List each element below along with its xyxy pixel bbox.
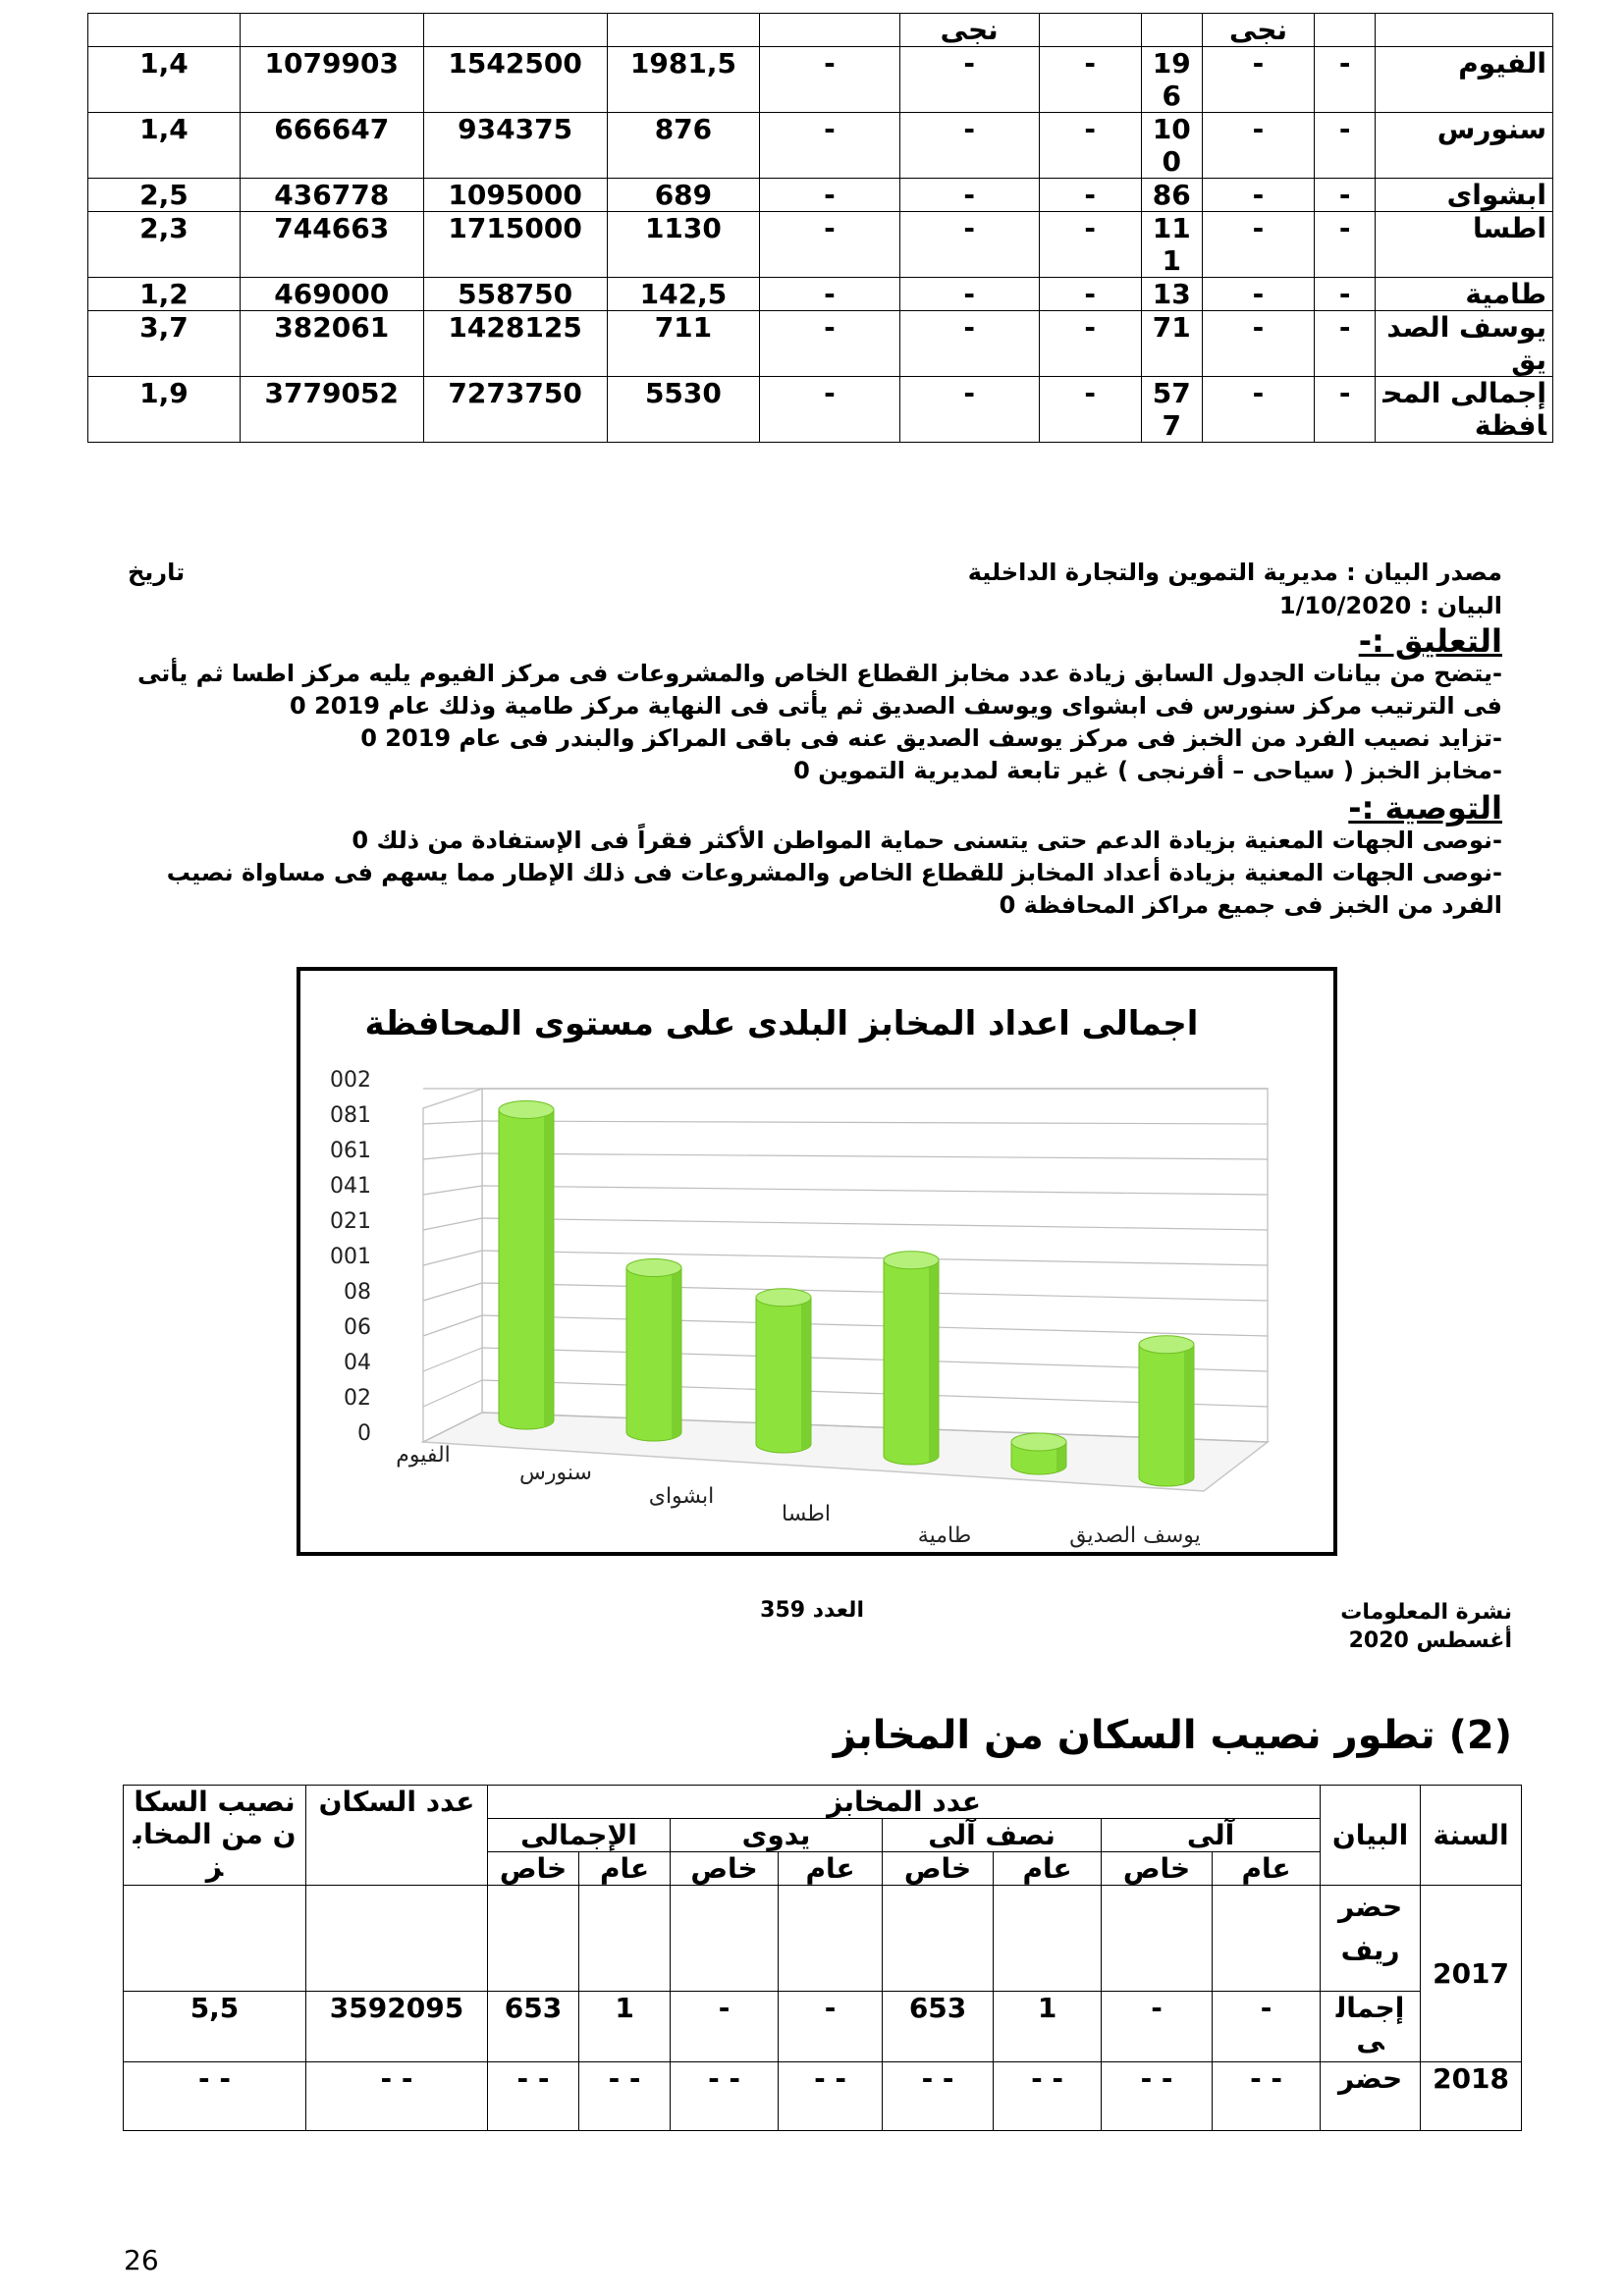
data-cell: - xyxy=(760,113,899,179)
data-cell: - xyxy=(1315,311,1376,377)
empty-cell xyxy=(1102,1886,1213,1992)
y-tick-label: 021 xyxy=(330,1209,371,1234)
data-cell: - xyxy=(1039,212,1141,278)
data-cell: 436778 xyxy=(240,179,423,212)
data-cell: 382061 xyxy=(240,311,423,377)
header-cell xyxy=(1376,14,1553,47)
y-tick-label: 081 xyxy=(330,1103,371,1128)
recommendation-paragraph: -نوصى الجهات المعنية بزيادة أعداد المخابز للقطاع الخاص والمشروعات فى ذلك الإطار مما يسهم فى مساواة نصيب الفرد من الخبز فى جميع مراكز المحافظة 0 xyxy=(166,859,1502,919)
source-date-label: تاريخ xyxy=(128,559,186,586)
data-cell: - xyxy=(1039,311,1141,377)
bakeries-chart-svg xyxy=(300,971,1333,1552)
data-cell: - xyxy=(1315,278,1376,311)
data-cell: - xyxy=(899,113,1039,179)
data-cell: 13 xyxy=(1141,278,1202,311)
header-cell xyxy=(1141,14,1202,47)
data-cell: 653 xyxy=(883,1992,994,2062)
data-cell: - xyxy=(1039,113,1141,179)
source-line: مصدر البيان : مديرية التموين والتجارة الداخلية xyxy=(967,559,1502,586)
bakeries-chart xyxy=(297,967,1337,1556)
table-row xyxy=(124,1992,1522,2062)
data-cell: 577 xyxy=(1141,377,1202,443)
data-cell: - xyxy=(1315,113,1376,179)
bulletin-month: أغسطس 2020 xyxy=(1348,1629,1512,1653)
table-row xyxy=(88,179,1553,212)
issue-number: العدد 359 xyxy=(760,1598,864,1623)
header-cell xyxy=(88,14,241,47)
center-name-cell: ابشواى xyxy=(1376,179,1553,212)
header-cell xyxy=(1315,14,1376,47)
y-tick-label: 06 xyxy=(344,1315,371,1340)
data-cell: - xyxy=(899,278,1039,311)
table-header-row xyxy=(88,14,1553,47)
header-cell xyxy=(760,14,899,47)
empty-cell xyxy=(579,1886,671,1992)
data-cell: - xyxy=(1213,1992,1321,2062)
data-cell: 142,5 xyxy=(607,278,760,311)
recommendation-paragraph: -نوصى الجهات المعنية بزيادة الدعم حتى يتسنى حماية المواطن الأكثر فقراً فى الإستفادة من ذلك 0 xyxy=(352,827,1502,854)
header-private: خاص xyxy=(671,1852,779,1886)
header-cell xyxy=(1039,14,1141,47)
table-row xyxy=(124,2062,1522,2131)
data-cell: - xyxy=(760,179,899,212)
year-cell: 2017 xyxy=(1421,1886,1522,2062)
center-name-cell: سنورس xyxy=(1376,113,1553,179)
data-cell: - xyxy=(1102,1992,1213,2062)
source-date-line: البيان : 1/10/2020 xyxy=(1278,592,1502,619)
data-cell: 1 xyxy=(579,1992,671,2062)
recommendation-heading: التوصية :- xyxy=(1348,789,1502,827)
data-cell: - xyxy=(1315,47,1376,113)
header-cell xyxy=(423,14,607,47)
y-tick-label: 041 xyxy=(330,1174,371,1199)
data-cell: 1428125 xyxy=(423,311,607,377)
data-cell: - xyxy=(1315,377,1376,443)
data-cell: 1 xyxy=(994,1992,1102,2062)
data-cell: - xyxy=(671,1992,779,2062)
data-cell: 100 xyxy=(1141,113,1202,179)
population-share-table xyxy=(123,1785,1522,2131)
header-semi-auto: نصف آلى xyxy=(883,1819,1102,1852)
data-cell: - xyxy=(899,377,1039,443)
comment-paragraph: -يتضح من بيانات الجدول السابق زيادة عدد مخابز القطاع الخاص والمشروعات فى مركز الفيوم يليه مركز اطسا ثم يأتى فى الترتيب مركز سنورس فى ابشواى ويوسف الصديق ثم يأتى فى النهاية مركز طامية وذلك عام 2019 0 xyxy=(136,660,1502,720)
data-cell: 196 xyxy=(1141,47,1202,113)
data-cell: 1,4 xyxy=(88,47,241,113)
data-cell: 86 xyxy=(1141,179,1202,212)
x-tick-label: اطسا xyxy=(782,1502,831,1526)
data-cell: - xyxy=(899,47,1039,113)
empty-cell xyxy=(994,1886,1102,1992)
data-cell: - xyxy=(760,212,899,278)
data-cell: - - xyxy=(488,2062,579,2131)
header-public: عام xyxy=(1213,1852,1321,1886)
data-cell: 1715000 xyxy=(423,212,607,278)
data-cell: 1079903 xyxy=(240,47,423,113)
empty-cell xyxy=(124,1886,306,1992)
section-title: (2) تطور نصيب السكان من المخابز xyxy=(833,1713,1512,1758)
data-cell: - - xyxy=(124,2062,306,2131)
y-tick-label: 08 xyxy=(344,1280,371,1305)
header-total: الإجمالى xyxy=(488,1819,671,1852)
header-private: خاص xyxy=(883,1852,994,1886)
y-tick-label: 002 xyxy=(330,1068,371,1093)
data-cell: - - xyxy=(579,2062,671,2131)
data-cell: 3,7 xyxy=(88,311,241,377)
center-name-cell: إجمالى المحافظة xyxy=(1376,377,1553,443)
data-cell: 666647 xyxy=(240,113,423,179)
data-cell: - - xyxy=(1102,2062,1213,2131)
bakeries-by-center-table xyxy=(87,13,1553,443)
data-cell: - xyxy=(899,179,1039,212)
x-tick-label: سنورس xyxy=(519,1461,592,1485)
data-cell: 2,3 xyxy=(88,212,241,278)
data-cell: - - xyxy=(883,2062,994,2131)
data-cell: - - xyxy=(1213,2062,1321,2131)
bar xyxy=(499,1100,554,1429)
data-cell: 876 xyxy=(607,113,760,179)
data-cell: - xyxy=(1202,278,1314,311)
bar xyxy=(884,1252,939,1465)
comment-paragraph: -مخابز الخبز ( سياحى – أفرنجى ) غير تابعة لمديرية التموين 0 xyxy=(793,757,1502,784)
data-cell: - xyxy=(1315,179,1376,212)
data-cell: - xyxy=(899,311,1039,377)
data-cell: - - xyxy=(994,2062,1102,2131)
source-and-notes xyxy=(128,556,1502,922)
empty-cell xyxy=(488,1886,579,1992)
data-cell: - xyxy=(760,311,899,377)
data-cell: - xyxy=(1039,377,1141,443)
header-cell xyxy=(607,14,760,47)
bar xyxy=(756,1289,811,1453)
header-population: عدد السكان xyxy=(306,1786,488,1886)
center-name-cell: يوسف الصديق xyxy=(1376,311,1553,377)
empty-cell xyxy=(779,1886,883,1992)
header-public: عام xyxy=(779,1852,883,1886)
data-cell: 469000 xyxy=(240,278,423,311)
data-cell: - xyxy=(1202,311,1314,377)
data-cell: 2,5 xyxy=(88,179,241,212)
data-cell: - xyxy=(1315,212,1376,278)
data-cell: - - xyxy=(779,2062,883,2131)
data-cell: - xyxy=(1039,278,1141,311)
center-name-cell: طامية xyxy=(1376,278,1553,311)
data-cell: - xyxy=(760,47,899,113)
data-cell: 5530 xyxy=(607,377,760,443)
table-row xyxy=(124,1886,1522,1992)
chart-y-axis xyxy=(330,1068,371,1446)
data-cell: - - xyxy=(671,2062,779,2131)
data-cell: 5,5 xyxy=(124,1992,306,2062)
table-row xyxy=(88,311,1553,377)
data-cell: 1981,5 xyxy=(607,47,760,113)
data-cell: - xyxy=(779,1992,883,2062)
header-cell: نجى xyxy=(1202,14,1314,47)
bulletin-name: نشرة المعلومات xyxy=(1340,1600,1512,1625)
header-manual: يدوى xyxy=(671,1819,883,1852)
data-cell: 558750 xyxy=(423,278,607,311)
data-cell: 7273750 xyxy=(423,377,607,443)
x-tick-label: يوسف الصديق xyxy=(1069,1523,1201,1548)
center-name-cell: اطسا xyxy=(1376,212,1553,278)
header-bakeries: عدد المخابز xyxy=(488,1786,1321,1819)
y-tick-label: 04 xyxy=(344,1351,371,1375)
data-cell: - xyxy=(1202,377,1314,443)
chart-title: اجمالى اعداد المخابز البلدى على مستوى المحافظة xyxy=(364,1004,1199,1043)
header-statement: البيان xyxy=(1321,1786,1421,1886)
y-tick-label: 0 xyxy=(357,1421,371,1446)
data-cell: 934375 xyxy=(423,113,607,179)
header-share: نصيب السكان من المخابز xyxy=(124,1786,306,1886)
bar xyxy=(1139,1336,1194,1486)
empty-cell xyxy=(1213,1886,1321,1992)
header-auto: آلى xyxy=(1102,1819,1321,1852)
comment-paragraph: -تزايد نصيب الفرد من الخبز فى مركز يوسف الصديق عنه فى باقى المراكز والبندر فى عام 2019 0 xyxy=(360,724,1502,752)
data-cell: 689 xyxy=(607,179,760,212)
data-cell: - xyxy=(1202,47,1314,113)
data-cell: - xyxy=(1202,179,1314,212)
x-tick-label: الفيوم xyxy=(396,1443,451,1468)
page-number: 26 xyxy=(124,2244,159,2276)
data-cell: 1130 xyxy=(607,212,760,278)
header-year: السنة xyxy=(1421,1786,1522,1886)
comment-heading: التعليق :- xyxy=(1358,622,1502,660)
data-cell: 1,4 xyxy=(88,113,241,179)
y-tick-label: 02 xyxy=(344,1386,371,1411)
data-cell: 711 xyxy=(607,311,760,377)
header-cell: نجى xyxy=(899,14,1039,47)
data-cell: - xyxy=(760,278,899,311)
y-tick-label: 061 xyxy=(330,1139,371,1163)
data-cell: - xyxy=(1039,179,1141,212)
header-cell xyxy=(240,14,423,47)
data-cell: - xyxy=(899,212,1039,278)
data-cell: 71 xyxy=(1141,311,1202,377)
bulletin-footer xyxy=(1110,1598,1512,1655)
year-cell: 2018 xyxy=(1421,2062,1522,2131)
data-cell: - xyxy=(1039,47,1141,113)
y-tick-label: 001 xyxy=(330,1245,371,1269)
data-cell: - xyxy=(760,377,899,443)
empty-cell xyxy=(671,1886,779,1992)
statement-cell: إجمالى xyxy=(1321,1992,1421,2062)
table-row xyxy=(88,113,1553,179)
statement-cell: حضر xyxy=(1321,2062,1421,2131)
data-cell: - xyxy=(1202,212,1314,278)
header-private: خاص xyxy=(488,1852,579,1886)
data-cell: 3592095 xyxy=(306,1992,488,2062)
header-private: خاص xyxy=(1102,1852,1213,1886)
data-cell: - xyxy=(1202,113,1314,179)
statement-cell: حضر ريف xyxy=(1321,1886,1421,1992)
table-row xyxy=(88,278,1553,311)
bar xyxy=(1011,1433,1066,1474)
table-row xyxy=(88,47,1553,113)
header-public: عام xyxy=(994,1852,1102,1886)
table-row xyxy=(88,212,1553,278)
x-tick-label: ابشواى xyxy=(648,1484,715,1509)
data-cell: 1,2 xyxy=(88,278,241,311)
center-name-cell: الفيوم xyxy=(1376,47,1553,113)
x-tick-label: طامية xyxy=(917,1523,972,1548)
table-row xyxy=(88,377,1553,443)
data-cell: 111 xyxy=(1141,212,1202,278)
data-cell: 744663 xyxy=(240,212,423,278)
empty-cell xyxy=(883,1886,994,1992)
data-cell: 1542500 xyxy=(423,47,607,113)
data-cell: - - xyxy=(306,2062,488,2131)
empty-cell xyxy=(306,1886,488,1992)
data-cell: 1095000 xyxy=(423,179,607,212)
data-cell: 3779052 xyxy=(240,377,423,443)
data-cell: 653 xyxy=(488,1992,579,2062)
bar xyxy=(626,1259,681,1442)
header-public: عام xyxy=(579,1852,671,1886)
data-cell: 1,9 xyxy=(88,377,241,443)
